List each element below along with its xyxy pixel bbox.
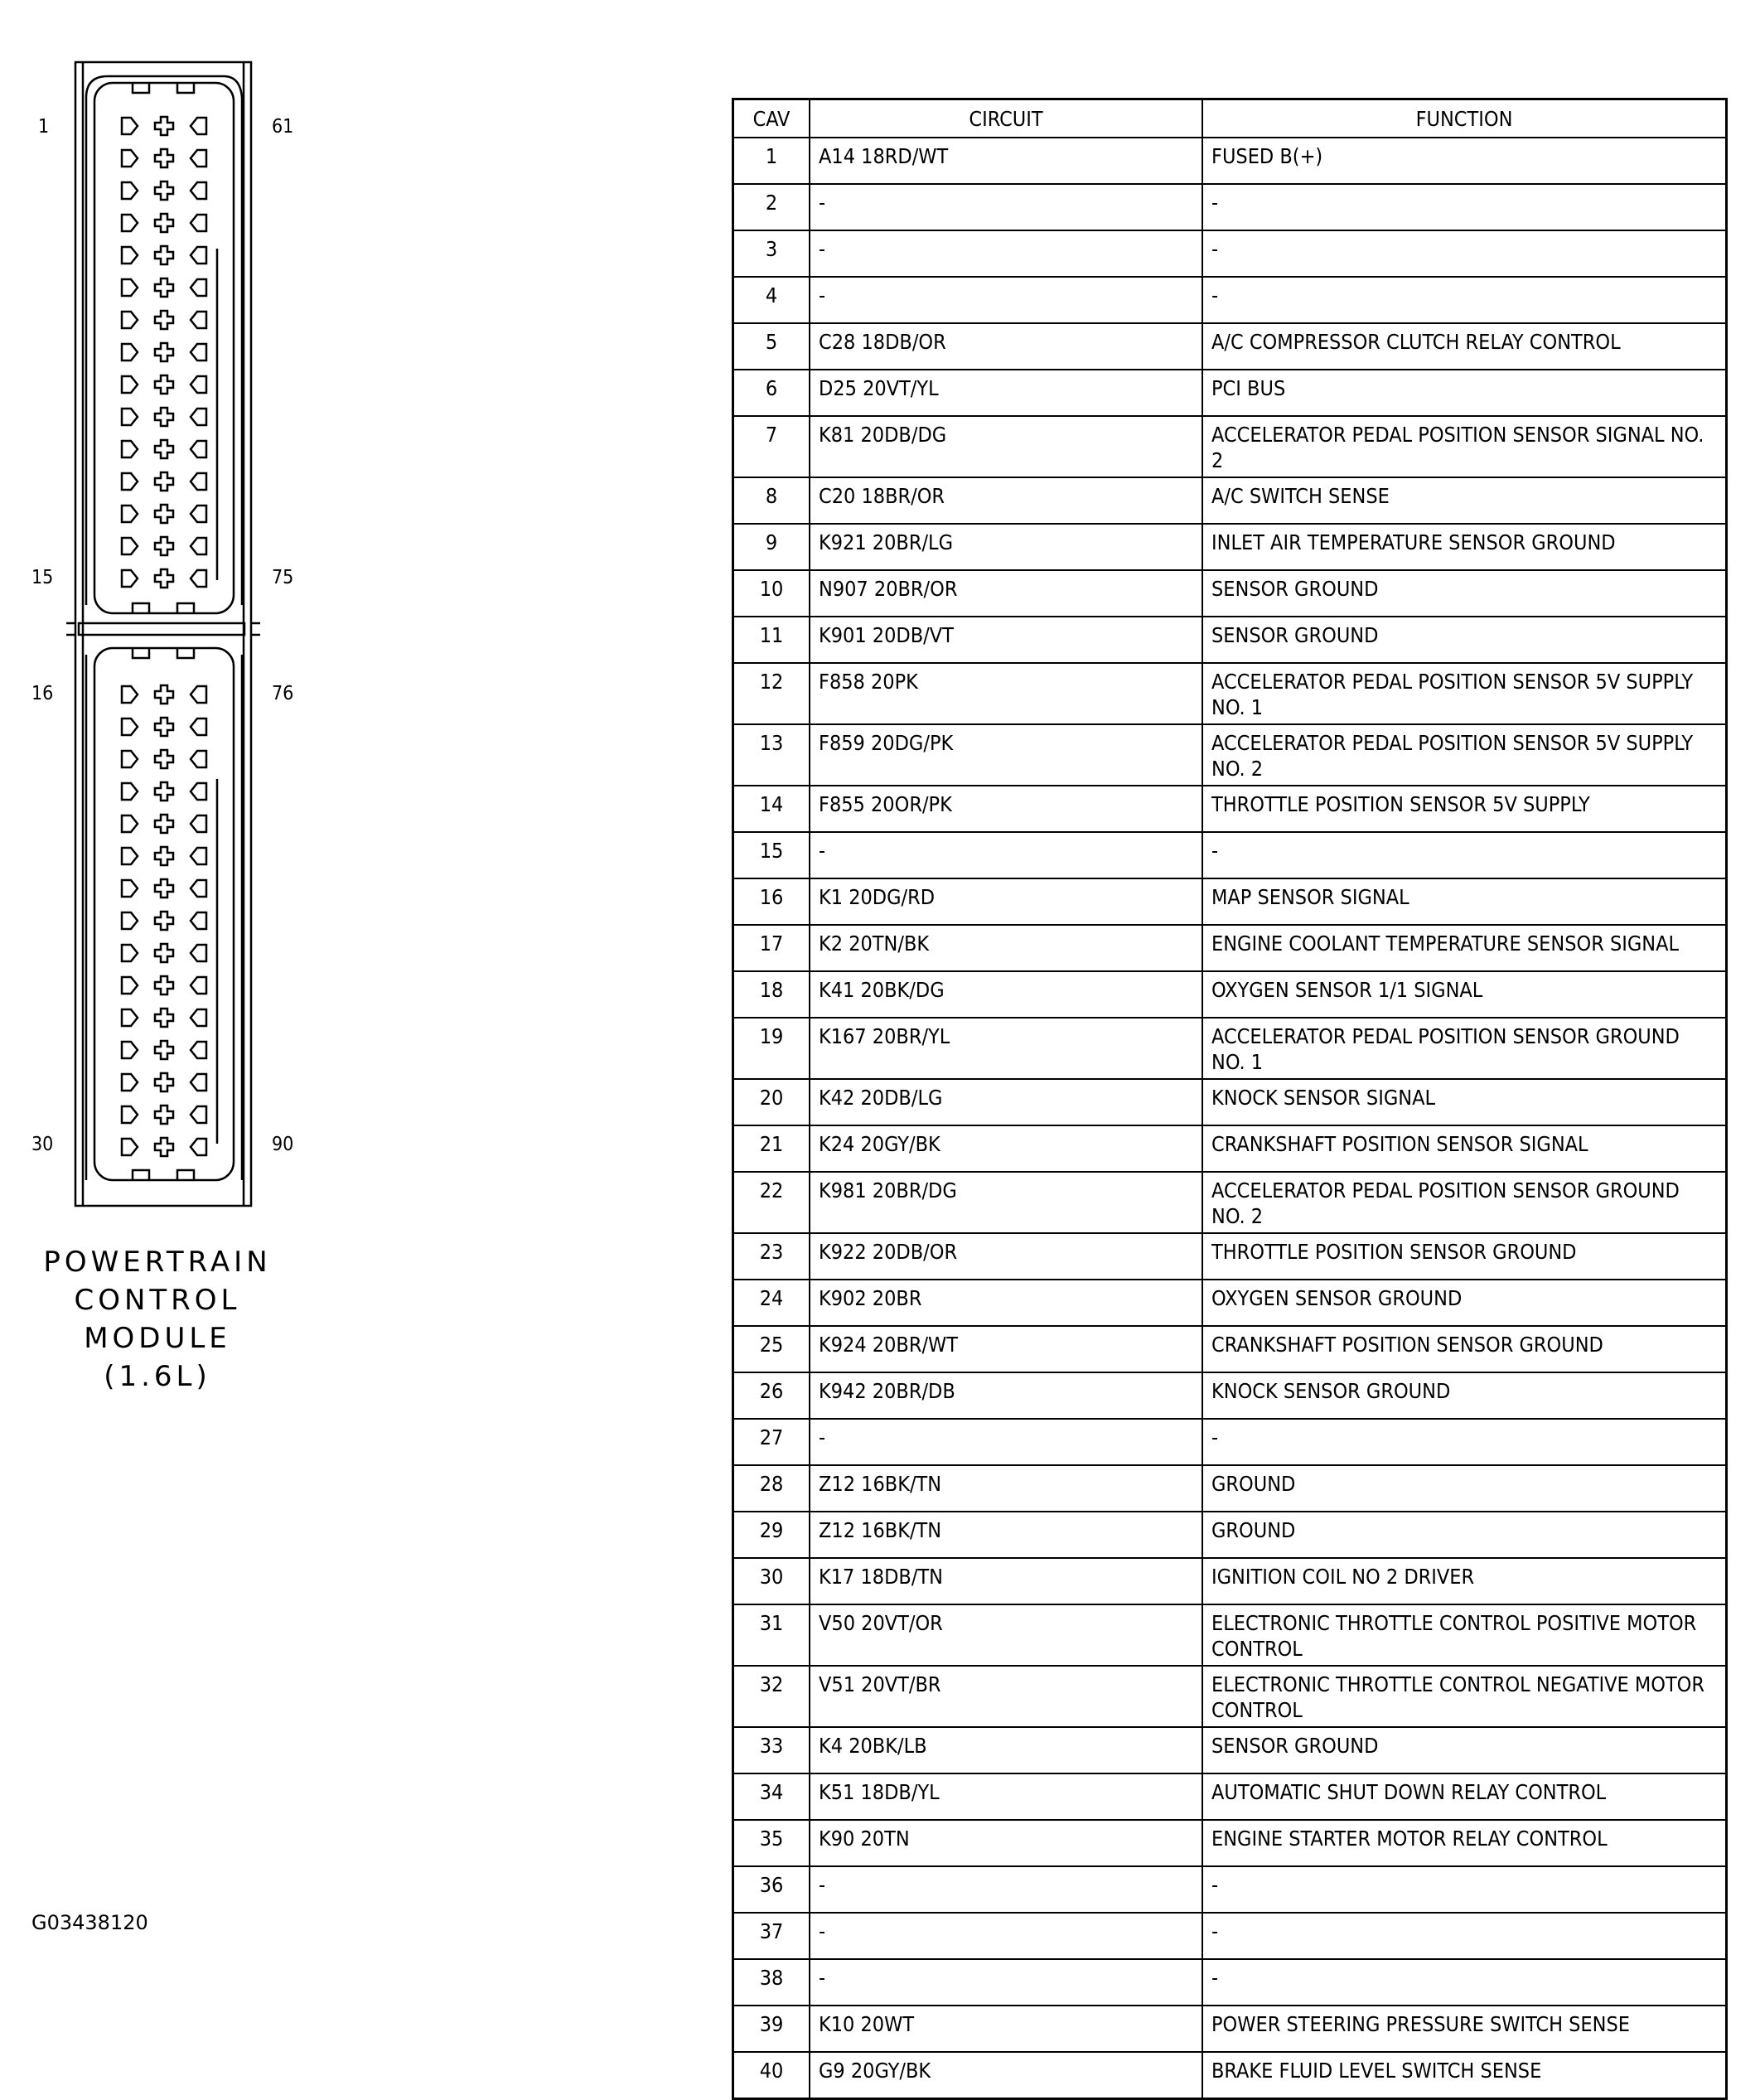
circuit-cell: K901 20DB/VT <box>810 617 1202 663</box>
table-row <box>733 2052 1727 2099</box>
cavity-icon <box>155 815 173 833</box>
cavity-icon <box>122 570 138 587</box>
table-row <box>733 1465 1727 1512</box>
cavity-icon <box>122 538 138 554</box>
cavity-icon <box>191 751 206 767</box>
cav-cell: 15 <box>733 832 810 878</box>
circuit-cell: K10 20WT <box>810 2006 1202 2052</box>
cavity-icon <box>155 750 173 768</box>
function-cell: INLET AIR TEMPERATURE SENSOR GROUND <box>1202 524 1727 570</box>
cavity-icon <box>122 247 138 264</box>
table-row <box>733 1959 1727 2006</box>
function-cell: CRANKSHAFT POSITION SENSOR GROUND <box>1202 1326 1727 1372</box>
cavity-icon <box>191 506 206 522</box>
function-cell: - <box>1202 832 1727 878</box>
pin-number-label: 15 <box>31 567 54 588</box>
circuit-cell: K51 18DB/YL <box>810 1773 1202 1820</box>
cavity-icon <box>122 686 138 703</box>
cavity-icon <box>122 719 138 735</box>
cavity-icon <box>191 538 206 554</box>
circuit-cell: K81 20DB/DG <box>810 416 1202 477</box>
cavity-icon <box>122 215 138 231</box>
cavity-icon <box>155 149 173 167</box>
function-cell: THROTTLE POSITION SENSOR GROUND <box>1202 1233 1727 1280</box>
cavity-icon <box>155 1009 173 1027</box>
cav-cell: 30 <box>733 1558 810 1604</box>
cav-cell: 39 <box>733 2006 810 2052</box>
function-cell: - <box>1202 230 1727 277</box>
cavity-icon <box>122 977 138 994</box>
cav-cell: 29 <box>733 1512 810 1558</box>
table-row <box>733 1419 1727 1465</box>
table-row <box>733 477 1727 524</box>
table-row <box>733 1773 1727 1820</box>
table-row <box>733 1326 1727 1372</box>
table-row <box>733 832 1727 878</box>
cavity-icon <box>122 783 138 800</box>
cavity-icon <box>191 1106 206 1123</box>
circuit-cell: C20 18BR/OR <box>810 477 1202 524</box>
cavity-icon <box>191 570 206 587</box>
cav-cell: 36 <box>733 1866 810 1913</box>
cavity-icon <box>155 505 173 523</box>
circuit-cell: G9 20GY/BK <box>810 2052 1202 2099</box>
cavity-icon <box>155 944 173 962</box>
cavity-icon <box>191 215 206 231</box>
cavity-icon <box>122 344 138 360</box>
cavity-icon <box>155 278 173 297</box>
cav-cell: 5 <box>733 323 810 370</box>
table-row <box>733 1866 1727 1913</box>
table-row <box>733 971 1727 1018</box>
cav-cell: 23 <box>733 1233 810 1280</box>
cavity-icon <box>191 815 206 832</box>
circuit-cell: F858 20PK <box>810 663 1202 724</box>
cavity-icon <box>155 537 173 555</box>
cavity-icon <box>155 181 173 200</box>
function-cell: AUTOMATIC SHUT DOWN RELAY CONTROL <box>1202 1773 1727 1820</box>
table-row <box>733 570 1727 617</box>
table-row <box>733 786 1727 832</box>
function-cell: - <box>1202 1419 1727 1465</box>
circuit-cell: K90 20TN <box>810 1820 1202 1866</box>
table-row <box>733 1233 1727 1280</box>
cavity-icon <box>191 912 206 929</box>
function-cell: ACCELERATOR PEDAL POSITION SENSOR 5V SUPPLY NO. 2 <box>1202 724 1727 786</box>
cav-cell: 1 <box>733 138 810 184</box>
cav-cell: 14 <box>733 786 810 832</box>
cav-cell: 35 <box>733 1820 810 1866</box>
cavity-icon <box>155 976 173 994</box>
circuit-cell: V50 20VT/OR <box>810 1604 1202 1666</box>
circuit-cell: - <box>810 277 1202 323</box>
table-body <box>733 138 1727 2099</box>
cav-cell: 9 <box>733 524 810 570</box>
cavity-icon <box>122 1009 138 1026</box>
cavity-icon <box>155 569 173 588</box>
cavity-icon <box>191 312 206 328</box>
circuit-cell: K924 20BR/WT <box>810 1326 1202 1372</box>
circuit-cell: - <box>810 832 1202 878</box>
cav-cell: 4 <box>733 277 810 323</box>
function-cell: - <box>1202 184 1727 230</box>
cavity-icon <box>155 1138 173 1156</box>
cavity-icon <box>191 182 206 199</box>
cavity-icon <box>191 1139 206 1155</box>
circuit-cell: - <box>810 1866 1202 1913</box>
function-cell: ACCELERATOR PEDAL POSITION SENSOR GROUND NO. 2 <box>1202 1172 1727 1233</box>
cavity-icon <box>191 118 206 134</box>
cavity-icon <box>191 279 206 296</box>
circuit-cell: K167 20BR/YL <box>810 1018 1202 1079</box>
cavity-icon <box>155 440 173 458</box>
cav-cell: 18 <box>733 971 810 1018</box>
function-cell: KNOCK SENSOR SIGNAL <box>1202 1079 1727 1125</box>
table-row <box>733 277 1727 323</box>
function-cell: SENSOR GROUND <box>1202 570 1727 617</box>
header-cav: CAV <box>733 99 810 138</box>
pin-number-label: 16 <box>31 683 54 704</box>
table-header-row <box>733 99 1727 138</box>
circuit-cell: K922 20DB/OR <box>810 1233 1202 1280</box>
circuit-cell: K41 20BK/DG <box>810 971 1202 1018</box>
cavity-icon <box>122 945 138 961</box>
cav-cell: 7 <box>733 416 810 477</box>
cavity-icon <box>122 279 138 296</box>
cavity-icon <box>122 506 138 522</box>
cavity-icon <box>155 1073 173 1091</box>
cav-cell: 31 <box>733 1604 810 1666</box>
table-row <box>733 1372 1727 1419</box>
table-row <box>733 1125 1727 1172</box>
function-cell: A/C SWITCH SENSE <box>1202 477 1727 524</box>
cav-cell: 24 <box>733 1280 810 1326</box>
circuit-cell: K942 20BR/DB <box>810 1372 1202 1419</box>
function-cell: ELECTRONIC THROTTLE CONTROL NEGATIVE MOTOR CONTROL <box>1202 1666 1727 1727</box>
cavity-icon <box>122 473 138 490</box>
cavity-icon <box>191 441 206 457</box>
function-cell: POWER STEERING PRESSURE SWITCH SENSE <box>1202 2006 1727 2052</box>
function-cell: - <box>1202 277 1727 323</box>
function-cell: - <box>1202 1913 1727 1959</box>
cavity-icon <box>155 311 173 329</box>
circuit-cell: K902 20BR <box>810 1280 1202 1326</box>
circuit-cell: K981 20BR/DG <box>810 1172 1202 1233</box>
module-label-line: MODULE <box>84 1322 231 1355</box>
function-cell: ENGINE COOLANT TEMPERATURE SENSOR SIGNAL <box>1202 925 1727 971</box>
function-cell: SENSOR GROUND <box>1202 1727 1727 1773</box>
cavity-icon <box>122 1074 138 1091</box>
table-row <box>733 1913 1727 1959</box>
circuit-cell: N907 20BR/OR <box>810 570 1202 617</box>
table-row <box>733 2006 1727 2052</box>
cav-cell: 11 <box>733 617 810 663</box>
cavity-icon <box>122 441 138 457</box>
cav-cell: 20 <box>733 1079 810 1125</box>
function-cell: ENGINE STARTER MOTOR RELAY CONTROL <box>1202 1820 1727 1866</box>
function-cell: ELECTRONIC THROTTLE CONTROL POSITIVE MOTOR CONTROL <box>1202 1604 1727 1666</box>
cavity-icon <box>191 880 206 897</box>
table-row <box>733 1079 1727 1125</box>
table-row <box>733 1558 1727 1604</box>
circuit-cell: V51 20VT/BR <box>810 1666 1202 1727</box>
circuit-cell: K24 20GY/BK <box>810 1125 1202 1172</box>
function-cell: SENSOR GROUND <box>1202 617 1727 663</box>
table-row <box>733 323 1727 370</box>
cavity-icon <box>155 472 173 491</box>
table-row <box>733 878 1727 925</box>
cavity-icon <box>155 685 173 704</box>
cavity-icon <box>122 182 138 199</box>
pin-number-label: 1 <box>38 116 50 138</box>
cavity-icon <box>122 1042 138 1058</box>
cavity-icon <box>155 246 173 264</box>
circuit-cell: K17 18DB/TN <box>810 1558 1202 1604</box>
table-row <box>733 663 1727 724</box>
cavity-icon <box>122 312 138 328</box>
cavity-icon <box>122 409 138 425</box>
cavity-icon <box>191 719 206 735</box>
table-row <box>733 1727 1727 1773</box>
table-row <box>733 925 1727 971</box>
cavity-icon <box>155 718 173 736</box>
circuit-cell: K921 20BR/LG <box>810 524 1202 570</box>
cav-cell: 16 <box>733 878 810 925</box>
table-row <box>733 416 1727 477</box>
circuit-cell: - <box>810 1419 1202 1465</box>
cavity-icon <box>191 1042 206 1058</box>
cavity-icon <box>191 848 206 864</box>
function-cell: - <box>1202 1959 1727 2006</box>
cavity-icon <box>191 783 206 800</box>
cavity-icon <box>122 150 138 167</box>
pin-number-label: 30 <box>31 1134 54 1155</box>
cav-cell: 6 <box>733 370 810 416</box>
pin-number-label: 61 <box>272 116 294 138</box>
table-row <box>733 1018 1727 1079</box>
cavity-icon <box>155 782 173 801</box>
circuit-cell: A14 18RD/WT <box>810 138 1202 184</box>
cav-cell: 25 <box>733 1326 810 1372</box>
cavity-icon <box>122 912 138 929</box>
table-row <box>733 1604 1727 1666</box>
circuit-cell: F859 20DG/PK <box>810 724 1202 786</box>
circuit-cell: K1 20DG/RD <box>810 878 1202 925</box>
cav-cell: 26 <box>733 1372 810 1419</box>
circuit-cell: K2 20TN/BK <box>810 925 1202 971</box>
pin-number-label: 75 <box>272 567 294 588</box>
table-row <box>733 1820 1727 1866</box>
cavity-icon <box>155 912 173 930</box>
cavity-icon <box>122 880 138 897</box>
figure-id: G03438120 <box>31 1911 148 1934</box>
function-cell: CRANKSHAFT POSITION SENSOR SIGNAL <box>1202 1125 1727 1172</box>
function-cell: OXYGEN SENSOR GROUND <box>1202 1280 1727 1326</box>
header-circuit: CIRCUIT <box>810 99 1202 138</box>
function-cell: A/C COMPRESSOR CLUTCH RELAY CONTROL <box>1202 323 1727 370</box>
cavity-icon <box>155 1041 173 1059</box>
cav-cell: 40 <box>733 2052 810 2099</box>
pin-number-label: 90 <box>272 1134 294 1155</box>
cav-cell: 8 <box>733 477 810 524</box>
function-cell: OXYGEN SENSOR 1/1 SIGNAL <box>1202 971 1727 1018</box>
function-cell: GROUND <box>1202 1465 1727 1512</box>
cavity-icon <box>155 879 173 898</box>
cav-cell: 10 <box>733 570 810 617</box>
cavity-icon <box>191 686 206 703</box>
circuit-cell: K4 20BK/LB <box>810 1727 1202 1773</box>
function-cell: - <box>1202 1866 1727 1913</box>
cavity-icon <box>191 247 206 264</box>
cav-cell: 27 <box>733 1419 810 1465</box>
module-label-line: CONTROL <box>74 1284 241 1317</box>
cavity-icon <box>155 214 173 232</box>
cav-cell: 22 <box>733 1172 810 1233</box>
table-row <box>733 1280 1727 1326</box>
cavity-icon <box>122 118 138 134</box>
pin-number-label: 76 <box>272 683 294 704</box>
function-cell: PCI BUS <box>1202 370 1727 416</box>
cavity-icon <box>191 977 206 994</box>
cav-cell: 34 <box>733 1773 810 1820</box>
circuit-cell: F855 20OR/PK <box>810 786 1202 832</box>
module-label <box>33 1243 282 1396</box>
module-label-line: (1.6L) <box>104 1360 211 1393</box>
pinout-table <box>732 98 1728 2100</box>
table-row <box>733 370 1727 416</box>
cavity-icon <box>191 1074 206 1091</box>
circuit-cell: Z12 16BK/TN <box>810 1465 1202 1512</box>
cavity-icon <box>191 1009 206 1026</box>
circuit-cell: K42 20DB/LG <box>810 1079 1202 1125</box>
cav-cell: 32 <box>733 1666 810 1727</box>
function-cell: THROTTLE POSITION SENSOR 5V SUPPLY <box>1202 786 1727 832</box>
circuit-cell: - <box>810 1913 1202 1959</box>
cav-cell: 19 <box>733 1018 810 1079</box>
circuit-cell: - <box>810 1959 1202 2006</box>
cavity-icon <box>155 343 173 361</box>
circuit-cell: C28 18DB/OR <box>810 323 1202 370</box>
cavity-icon <box>155 375 173 394</box>
cavity-grid <box>122 117 206 1156</box>
table-row <box>733 1172 1727 1233</box>
cav-cell: 17 <box>733 925 810 971</box>
cavity-icon <box>122 1106 138 1123</box>
table-row <box>733 184 1727 230</box>
circuit-cell: - <box>810 230 1202 277</box>
cavity-icon <box>191 150 206 167</box>
table-row <box>733 230 1727 277</box>
cav-cell: 37 <box>733 1913 810 1959</box>
circuit-cell: Z12 16BK/TN <box>810 1512 1202 1558</box>
table-row <box>733 524 1727 570</box>
cavity-icon <box>122 376 138 393</box>
cavity-icon <box>122 1139 138 1155</box>
cav-cell: 38 <box>733 1959 810 2006</box>
cav-cell: 12 <box>733 663 810 724</box>
connector-housing <box>0 50 331 1227</box>
cavity-icon <box>122 751 138 767</box>
cav-cell: 28 <box>733 1465 810 1512</box>
cav-cell: 2 <box>733 184 810 230</box>
cavity-icon <box>191 409 206 425</box>
cav-cell: 3 <box>733 230 810 277</box>
table-row <box>733 138 1727 184</box>
circuit-cell: - <box>810 184 1202 230</box>
header-function: FUNCTION <box>1202 99 1727 138</box>
cavity-icon <box>122 815 138 832</box>
cavity-icon <box>191 473 206 490</box>
function-cell: BRAKE FLUID LEVEL SWITCH SENSE <box>1202 2052 1727 2099</box>
cavity-icon <box>191 376 206 393</box>
cavity-icon <box>155 117 173 135</box>
table-row <box>733 724 1727 786</box>
function-cell: ACCELERATOR PEDAL POSITION SENSOR GROUND NO. 1 <box>1202 1018 1727 1079</box>
function-cell: IGNITION COIL NO 2 DRIVER <box>1202 1558 1727 1604</box>
cav-cell: 13 <box>733 724 810 786</box>
cavity-icon <box>155 1106 173 1124</box>
cav-cell: 21 <box>733 1125 810 1172</box>
cav-cell: 33 <box>733 1727 810 1773</box>
circuit-cell: D25 20VT/YL <box>810 370 1202 416</box>
function-cell: GROUND <box>1202 1512 1727 1558</box>
function-cell: KNOCK SENSOR GROUND <box>1202 1372 1727 1419</box>
function-cell: ACCELERATOR PEDAL POSITION SENSOR 5V SUPPLY NO. 1 <box>1202 663 1727 724</box>
cavity-icon <box>191 344 206 360</box>
cavity-icon <box>191 945 206 961</box>
function-cell: FUSED B(+) <box>1202 138 1727 184</box>
module-label-line: POWERTRAIN <box>43 1246 272 1279</box>
function-cell: MAP SENSOR SIGNAL <box>1202 878 1727 925</box>
cavity-icon <box>155 847 173 865</box>
table-row <box>733 617 1727 663</box>
table-row <box>733 1512 1727 1558</box>
function-cell: ACCELERATOR PEDAL POSITION SENSOR SIGNAL NO. 2 <box>1202 416 1727 477</box>
cavity-icon <box>122 848 138 864</box>
cavity-icon <box>155 408 173 426</box>
table-row <box>733 1666 1727 1727</box>
